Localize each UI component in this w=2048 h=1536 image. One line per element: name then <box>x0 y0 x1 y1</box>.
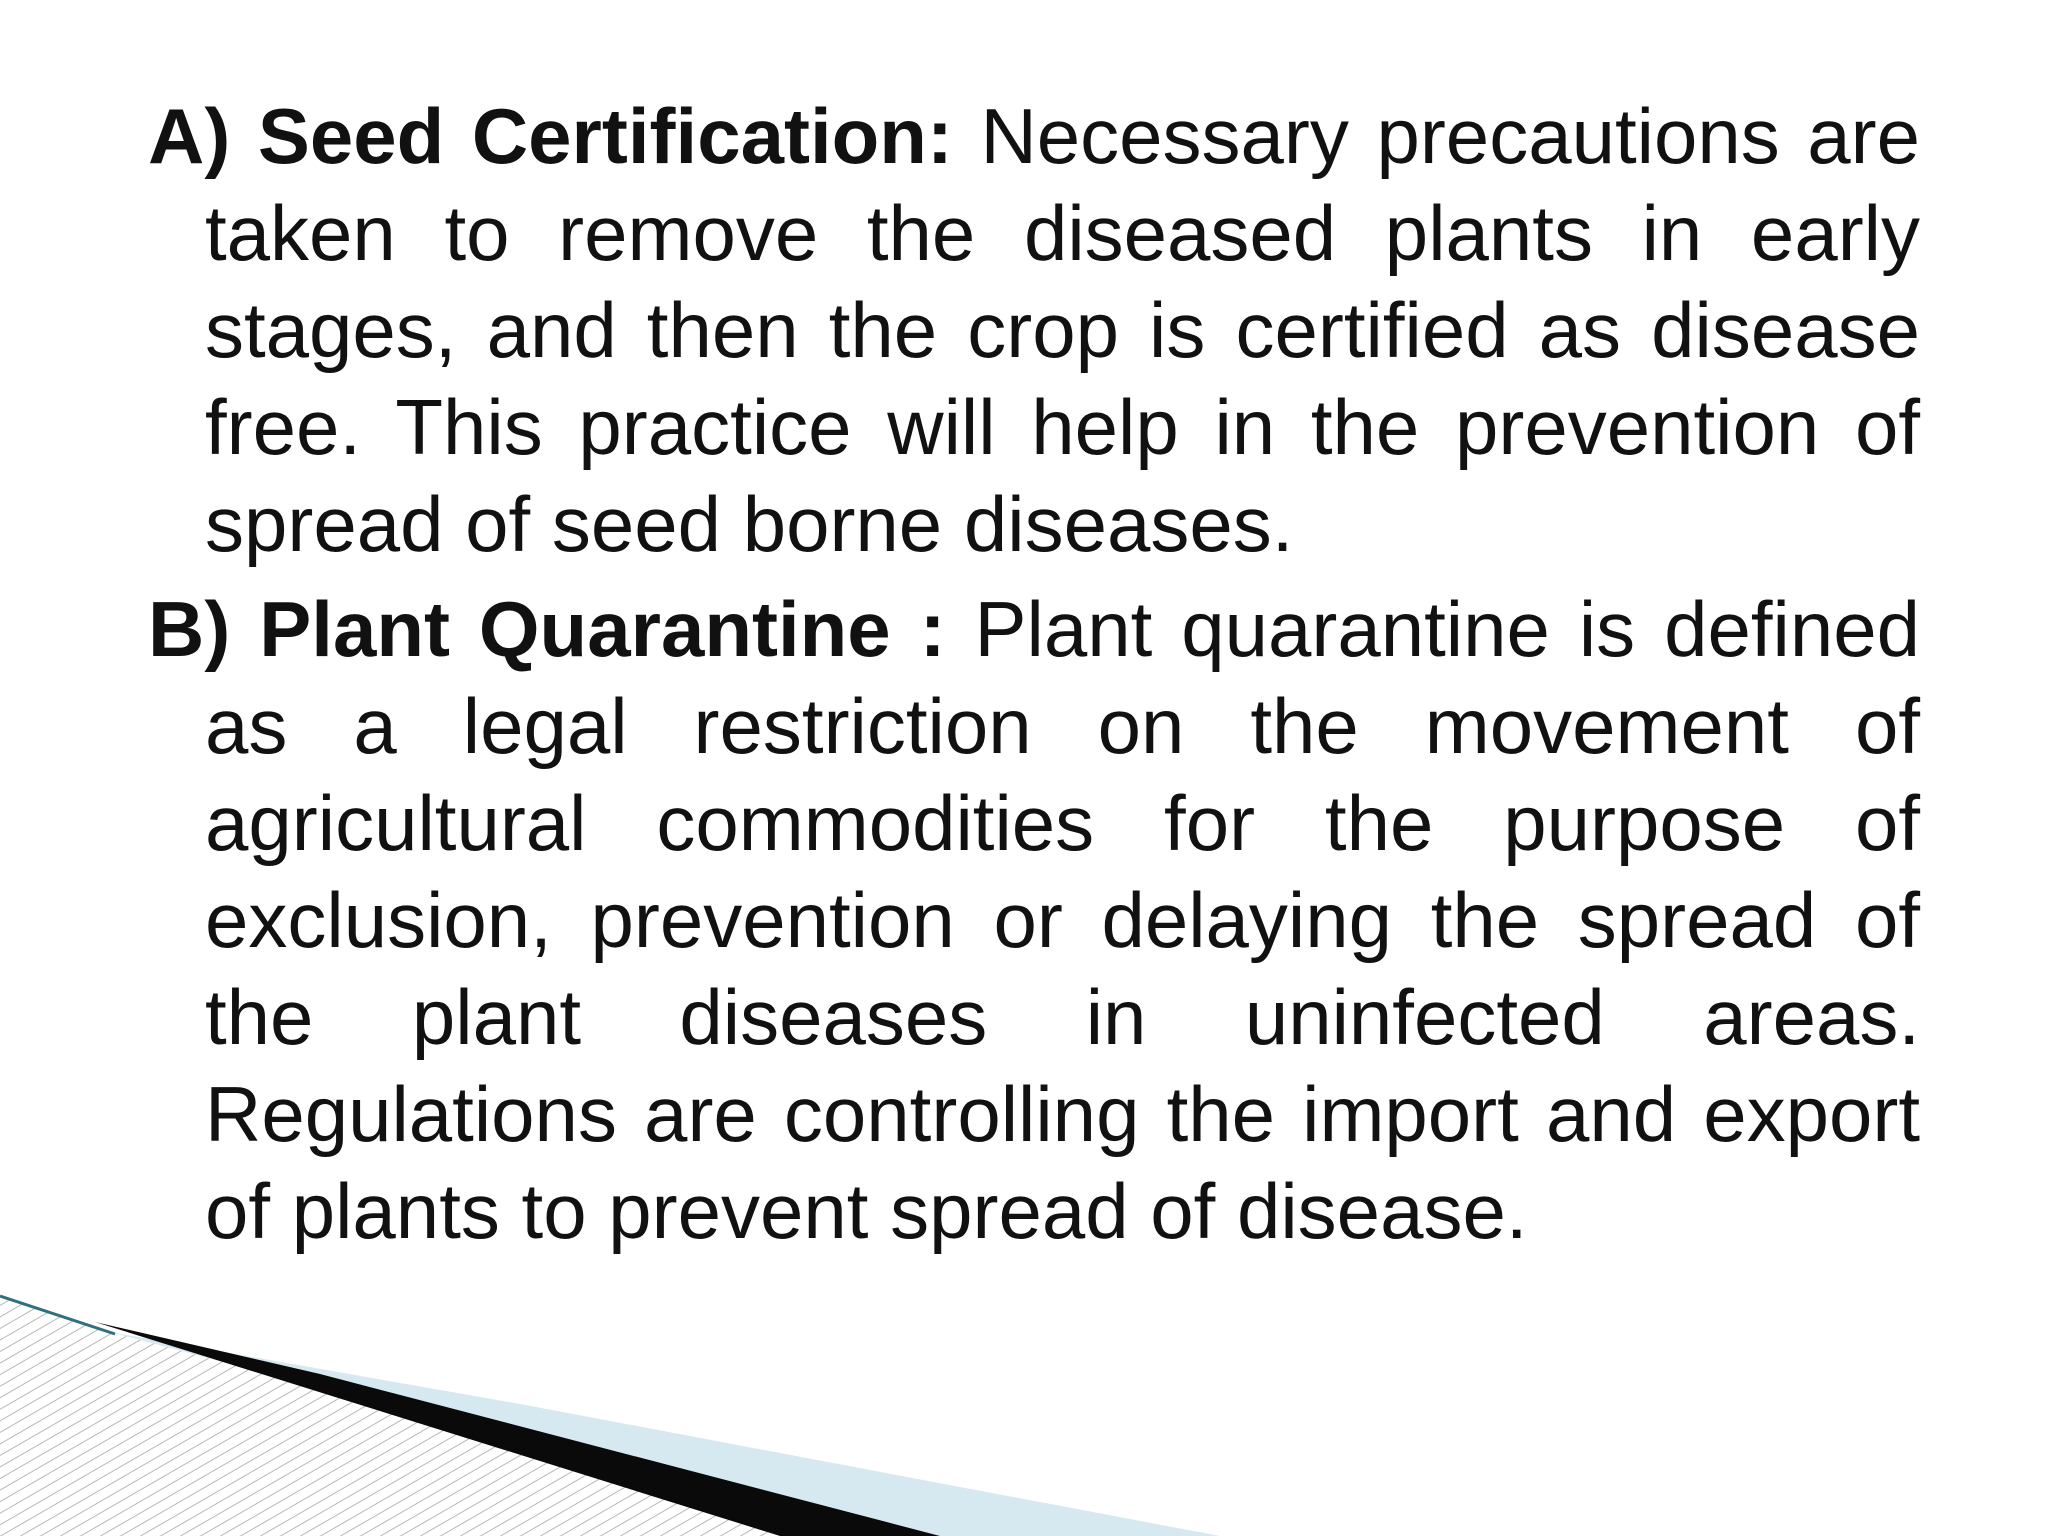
term-seed-certification: A) Seed Certification: <box>148 92 953 180</box>
paragraph-plant-quarantine <box>148 581 1920 1260</box>
paragraph-seed-certification <box>148 88 1920 573</box>
slide-body <box>148 88 1920 1268</box>
definition-seed-certification: Necessary precautions are taken to remove the diseased plants in early stages, and then the crop is certified as disease free. This practice will help in the prevention of spread of seed borne diseases. <box>205 92 1921 568</box>
term-plant-quarantine: B) Plant Quarantine : <box>148 585 946 673</box>
definition-plant-quarantine: Plant quarantine is defined as a legal restriction on the movement of agricultural commodities for the purpose of exclusion, prevention or delaying the spread of the plant diseases in uninfected areas. Regulations are controlling the import and export of plants to prevent spread of disease. <box>205 585 1920 1255</box>
